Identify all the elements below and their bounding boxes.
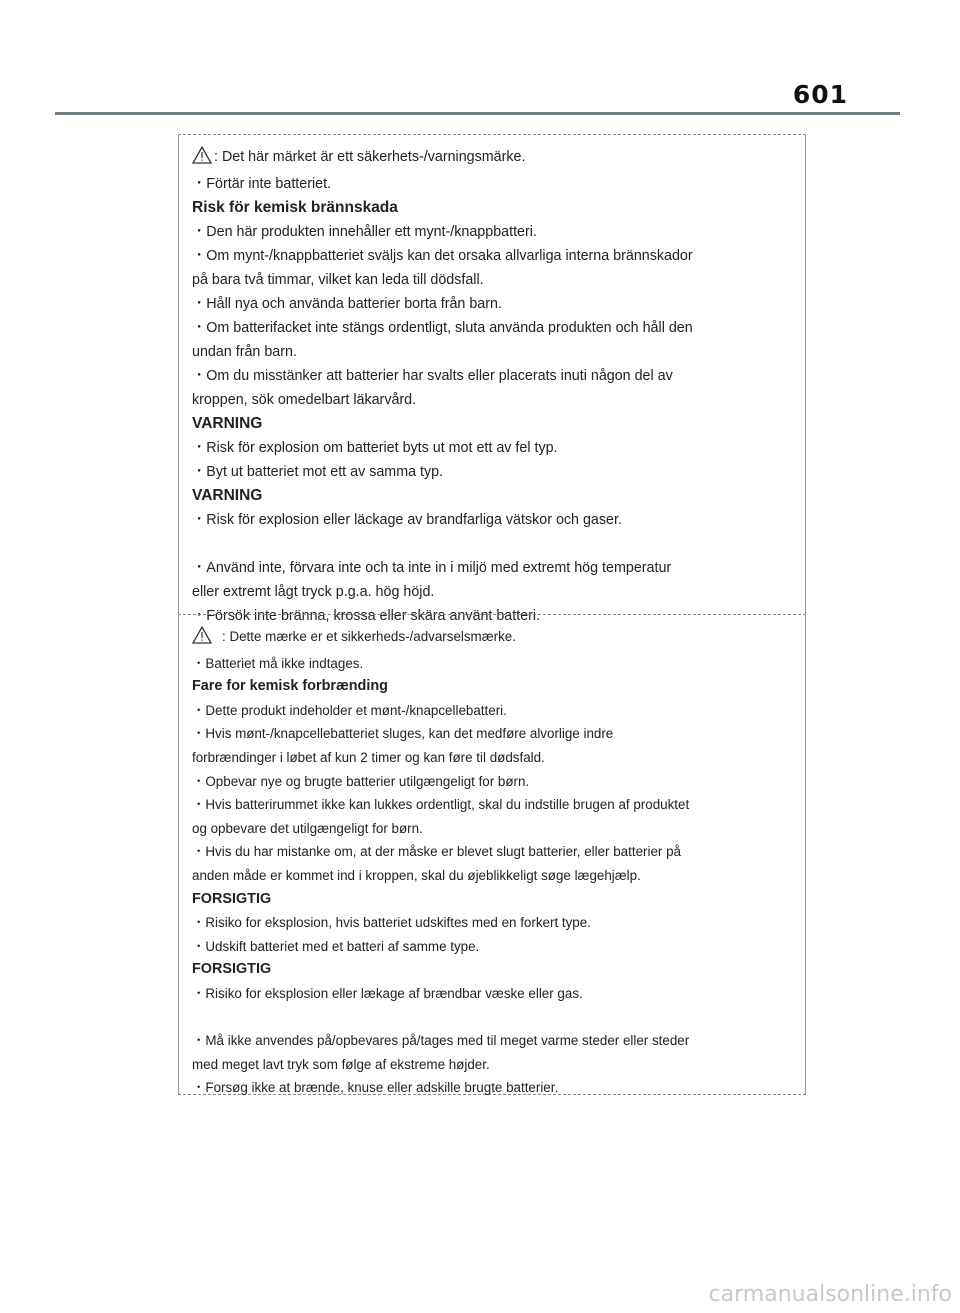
- swedish-heading: Risk för kemisk brännskada: [192, 199, 398, 216]
- swedish-warning-content: [192, 145, 795, 628]
- danish-text-line: ・Udskift batteriet med et batteri af samme type.: [192, 938, 480, 954]
- danish-symbol-note: : Dette mærke er et sikkerheds-/advarselsmærke.: [222, 629, 516, 644]
- danish-text-line: [192, 1006, 795, 1030]
- swedish-text-line: ・Håll nya och använda batterier borta från barn.: [192, 296, 502, 312]
- danish-text-line: ・Hvis batterirummet ikke kan lukkes ordentligt, skal du indstille brugen af produktet: [192, 797, 690, 813]
- swedish-heading: VARNING: [192, 487, 263, 504]
- swedish-text-line: ・Om mynt-/knappbatteriet sväljs kan det orsaka allvarliga interna brännskador: [192, 248, 693, 264]
- warning-triangle-icon: [192, 146, 212, 172]
- danish-text-line: forbrændinger i løbet af kun 2 timer og kan føre til dødsfald.: [192, 749, 545, 765]
- watermark: carmanualsonline.info: [708, 1282, 952, 1307]
- swedish-text-line: [192, 532, 795, 556]
- swedish-text-line: ・Om batterifacket inte stängs ordentligt, sluta använda produkten och håll den: [192, 320, 693, 336]
- danish-warning-label: [178, 614, 806, 1095]
- danish-text-line: med meget lavt tryk som følge af ekstreme højder.: [192, 1056, 490, 1072]
- swedish-text-line: undan från barn.: [192, 344, 297, 360]
- danish-heading: FORSIGTIG: [192, 961, 272, 978]
- danish-text-line: ・Opbevar nye og brugte batterier utilgængeligt for børn.: [192, 773, 530, 789]
- danish-heading: Fare for kemisk forbrænding: [192, 678, 388, 695]
- swedish-text-line: på bara två timmar, vilket kan leda till dödsfall.: [192, 272, 484, 288]
- swedish-text-line: ・Försök inte bränna, krossa eller skära använt batteri.: [192, 608, 541, 624]
- swedish-symbol-line: [192, 145, 795, 172]
- swedish-text-line: ・Risk för explosion eller läckage av brandfarliga vätskor och gaser.: [192, 512, 622, 528]
- danish-text-line: ・Forsøg ikke at brænde, knuse eller adskille brugte batterier.: [192, 1080, 559, 1096]
- danish-warning-content: [192, 625, 795, 1100]
- page-number: 601: [792, 80, 848, 109]
- swedish-heading: VARNING: [192, 415, 263, 432]
- danish-heading: FORSIGTIG: [192, 890, 272, 907]
- danish-text-line: ・Dette produkt indeholder et mønt-/knapcellebatteri.: [192, 702, 507, 718]
- swedish-text-line: kroppen, sök omedelbart läkarvård.: [192, 392, 417, 408]
- swedish-text-line: ・Byt ut batteriet mot ett av samma typ.: [192, 464, 444, 480]
- swedish-text-line: ・Om du misstänker att batterier har svalts eller placerats inuti någon del av: [192, 368, 673, 384]
- danish-symbol-line: [192, 625, 795, 652]
- swedish-text-line: eller extremt lågt tryck p.g.a. hög höjd.: [192, 584, 435, 600]
- danish-text-line: ・Hvis mønt-/knapcellebatteriet sluges, kan det medføre alvorlige indre: [192, 726, 614, 742]
- swedish-text-line: ・Den här produkten innehåller ett mynt-/knappbatteri.: [192, 224, 537, 240]
- danish-text-line: ・Risiko for eksplosion eller lækage af brændbar væske eller gas.: [192, 985, 583, 1001]
- swedish-warning-label: [178, 134, 806, 624]
- danish-text-line: ・Hvis du har mistanke om, at der måske er blevet slugt batterier, eller batterier på: [192, 844, 681, 860]
- danish-text-lines: [192, 652, 795, 1100]
- swedish-text-line: ・Använd inte, förvara inte och ta inte in i miljö med extremt hög temperatur: [192, 560, 672, 576]
- swedish-symbol-note: : Det här märket är ett säkerhets-/varningsmärke.: [214, 149, 526, 165]
- danish-text-line: ・Risiko for eksplosion, hvis batteriet udskiftes med en forkert type.: [192, 915, 591, 931]
- danish-text-line: og opbevare det utilgængeligt for børn.: [192, 820, 423, 836]
- danish-text-line: anden måde er kommet ind i kroppen, skal du øjeblikkeligt søge lægehjælp.: [192, 867, 641, 883]
- swedish-text-line: ・Risk för explosion om batteriet byts ut mot ett av fel typ.: [192, 440, 558, 456]
- danish-text-line: ・Må ikke anvendes på/opbevares på/tages med til meget varme steder eller steder: [192, 1033, 690, 1049]
- swedish-text-lines: [192, 172, 795, 628]
- swedish-text-line: ・Förtär inte batteriet.: [192, 176, 332, 192]
- danish-text-line: ・Batteriet må ikke indtages.: [192, 655, 364, 671]
- header-rule: [55, 112, 900, 115]
- warning-triangle-icon: [192, 626, 212, 652]
